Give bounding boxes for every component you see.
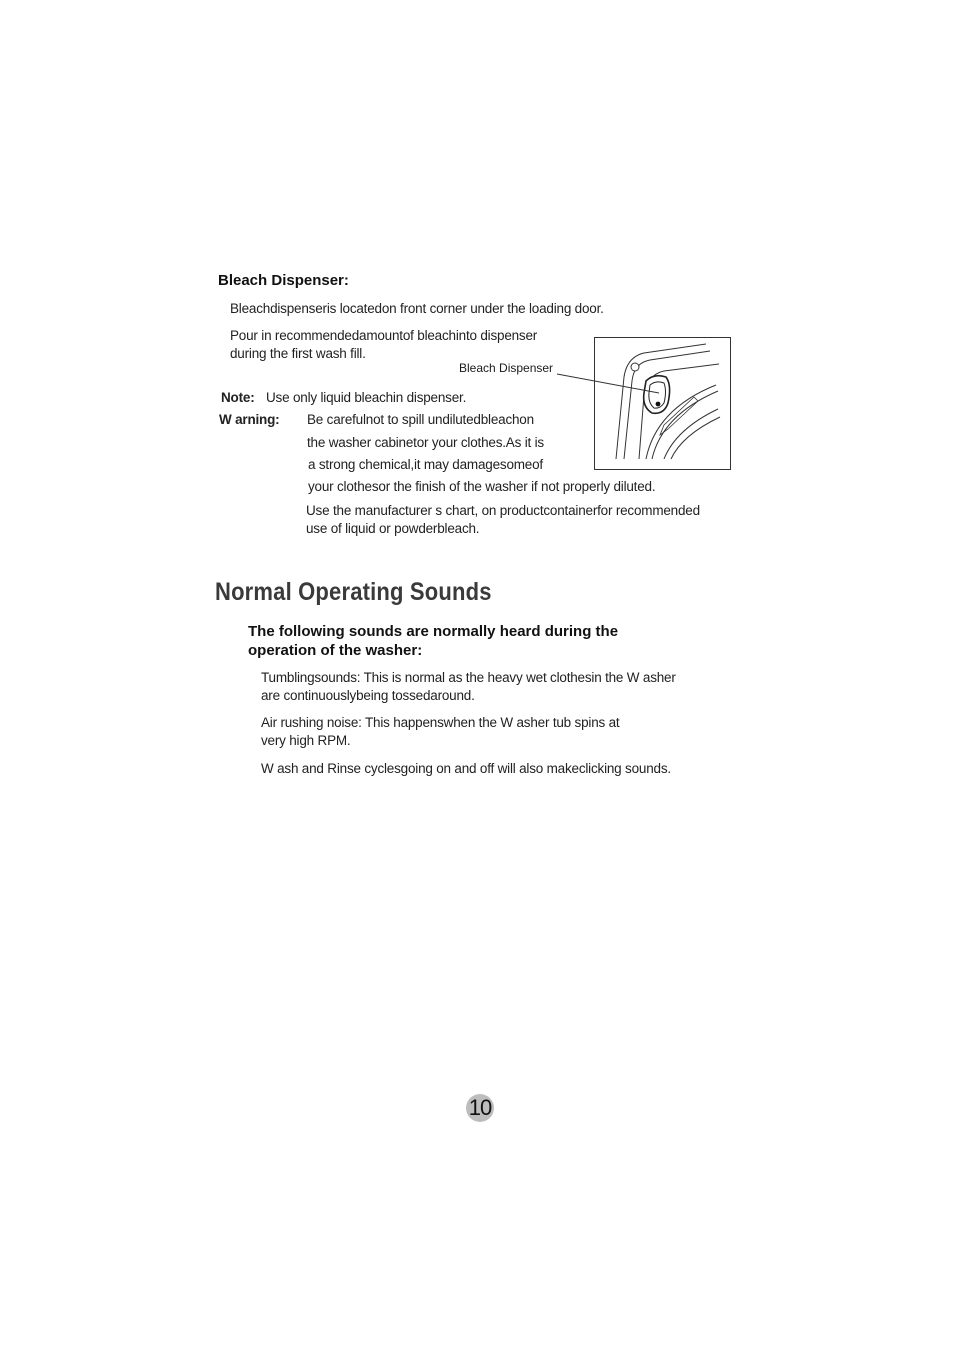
callout-leader-line	[555, 372, 665, 412]
warning-line-3: a strong chemical,it may damagesomeof	[308, 457, 543, 472]
air-rushing-line-1: Air rushing noise: This happenswhen the W asher tub spins at	[261, 715, 620, 730]
normal-operating-sounds-title: Normal Operating Sounds	[215, 578, 492, 606]
sounds-intro-line-2: operation of the washer:	[248, 642, 423, 659]
warning-line-4: your clothesor the finish of the washer if not properly diluted.	[308, 479, 656, 494]
manufacturer-line-2: use of liquid or powderbleach.	[306, 521, 480, 536]
bleach-location-text: Bleachdispenseris locatedon front corner under the loading door.	[230, 301, 604, 316]
air-rushing-line-2: very high RPM.	[261, 733, 351, 748]
page-number: 10	[466, 1094, 494, 1122]
warning-label: W arning:	[219, 412, 280, 427]
note-label: Note:	[221, 390, 255, 405]
bleach-dispenser-heading: Bleach Dispenser:	[218, 272, 349, 289]
sounds-intro-line-1: The following sounds are normally heard during the	[248, 623, 619, 640]
tumbling-sounds-line-1: Tumblingsounds: This is normal as the heavy wet clothesin the W asher	[261, 670, 676, 685]
warning-line-2: the washer cabinetor your clothes.As it is	[307, 435, 544, 450]
pour-instruction-line-2: during the first wash fill.	[230, 346, 366, 361]
warning-line-1: Be carefulnot to spill undilutedbleachon	[307, 412, 534, 427]
diagram-callout-label: Bleach Dispenser	[459, 361, 554, 375]
wash-rinse-line: W ash and Rinse cyclesgoing on and off will also makeclicking sounds.	[261, 761, 671, 776]
manufacturer-line-1: Use the manufacturer s chart, on productcontainerfor recommended	[306, 503, 700, 518]
pour-instruction-line-1: Pour in recommendedamountof bleachinto dispenser	[230, 328, 538, 343]
note-text: Use only liquid bleachin dispenser.	[266, 390, 467, 405]
tumbling-sounds-line-2: are continuouslybeing tossedaround.	[261, 688, 475, 703]
